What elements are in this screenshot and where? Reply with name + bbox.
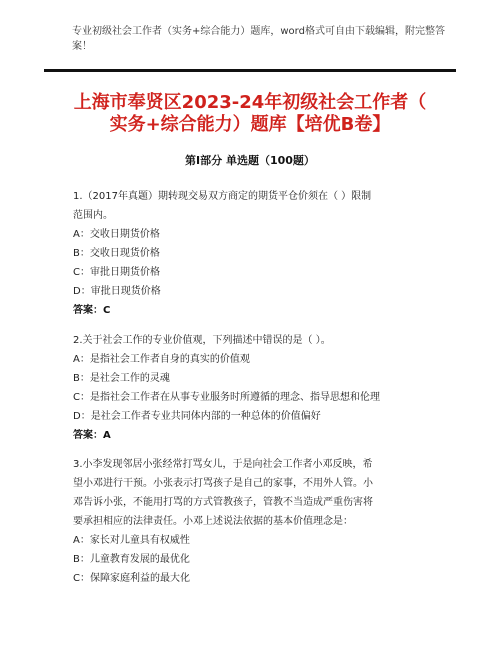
option-a: A：交收日期货价格 (73, 229, 160, 240)
option-c: C：保障家庭利益的最大化 (73, 573, 190, 584)
option-d: D：审批日现货价格 (73, 286, 161, 297)
title-line-2: 实务+综合能力）题库【培优B卷】 (109, 114, 391, 135)
option-b: B：是社会工作的灵魂 (73, 373, 170, 384)
option-b: B：交收日现货价格 (73, 248, 160, 259)
question-stem-line: 邓告诉小张，不能用打骂的方式管教孩子，管教不当造成严重伤害将 (73, 497, 373, 508)
question-2 (73, 331, 433, 445)
question-stem-line: 望小邓进行干预。小张表示打骂孩子是自己的家事，不用外人管。小 (73, 478, 373, 489)
question-stem-line: 3.小李发现邻居小张经常打骂女儿，于是向社会工作者小邓反映，希 (73, 459, 373, 470)
section-title: 第Ⅰ部分 单选题（100题） (185, 154, 315, 167)
title-line-1: 上海市奉贤区2023-24年初级社会工作者（ (73, 92, 427, 113)
question-stem-line: 2.关于社会工作的专业价值观，下列描述中错误的是（ ）。 (73, 335, 331, 346)
page-title (50, 92, 450, 136)
option-d: D：是社会工作者专业共同体内部的一种总体的价值偏好 (73, 411, 321, 422)
option-a: A：是指社会工作者自身的真实的价值观 (73, 354, 250, 365)
question-3 (73, 455, 433, 588)
option-c: C：审批日期货价格 (73, 267, 160, 278)
question-stem-line: 1.（2017年真题）期转现交易双方商定的期货平仓价须在（ ）限制 (73, 191, 372, 202)
header-note: 专业初级社会工作者（实务+综合能力）题库，word格式可自由下载编辑，附完整答案！ (72, 26, 445, 52)
option-a: A：家长对儿童具有权威性 (73, 535, 190, 546)
question-stem-line: 要承担相应的法律责任。小邓上述说法依据的基本价值理念是： (73, 516, 353, 527)
header-divider (44, 69, 456, 72)
option-b: B：儿童教育发展的最优化 (73, 554, 190, 565)
answer: 答案：A (73, 430, 111, 441)
question-1 (73, 187, 433, 320)
question-stem-line: 范围内。 (73, 210, 113, 221)
option-c: C：是指社会工作者在从事专业服务时所遵循的理念、指导思想和伦理 (73, 392, 380, 403)
answer: 答案：C (73, 305, 111, 316)
